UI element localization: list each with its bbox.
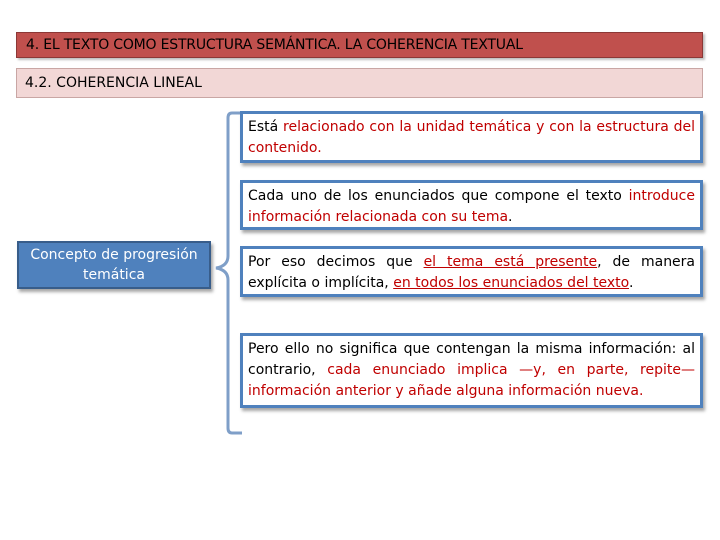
- text-plain: Por eso decimos que: [248, 254, 424, 270]
- content-box-1: [240, 111, 703, 163]
- slide-title: 4. EL TEXTO COMO ESTRUCTURA SEMÁNTICA. LA COHERENCIA TEXTUAL: [26, 37, 523, 53]
- text-emphasis: cada enunciado implica —y, en parte, repite— información anterior y añade alguna información nueva.: [248, 362, 695, 399]
- concept-label-line1: Concepto de progresión: [30, 247, 198, 263]
- concept-label-line2: temática: [83, 267, 145, 283]
- content-box-4: [240, 333, 703, 408]
- text-plain: Pero ello no significa que contengan la misma información: al contrario,: [248, 341, 695, 378]
- section-title: 4.2. COHERENCIA LINEAL: [25, 75, 202, 91]
- text-emphasis-underlined: el tema está presente: [423, 254, 598, 270]
- content-box-3: [240, 246, 703, 297]
- text-plain: , de manera explícita o implícita,: [248, 254, 696, 291]
- text-emphasis: relacionado con la unidad temática y con la estructura del contenido.: [248, 119, 696, 156]
- concept-box: [17, 241, 211, 289]
- text-emphasis-underlined: en todos los enunciados del texto: [393, 275, 629, 291]
- text-plain: Cada uno de los enunciados que compone el texto: [248, 188, 629, 204]
- text-emphasis: introduce información relacionada con su tema: [248, 188, 695, 225]
- section-title-bar: [16, 68, 703, 98]
- slide-title-bar: [16, 32, 703, 58]
- text-plain: Está: [248, 119, 284, 135]
- text-plain: .: [508, 209, 513, 225]
- content-box-2: [240, 180, 703, 230]
- text-plain: .: [628, 275, 634, 291]
